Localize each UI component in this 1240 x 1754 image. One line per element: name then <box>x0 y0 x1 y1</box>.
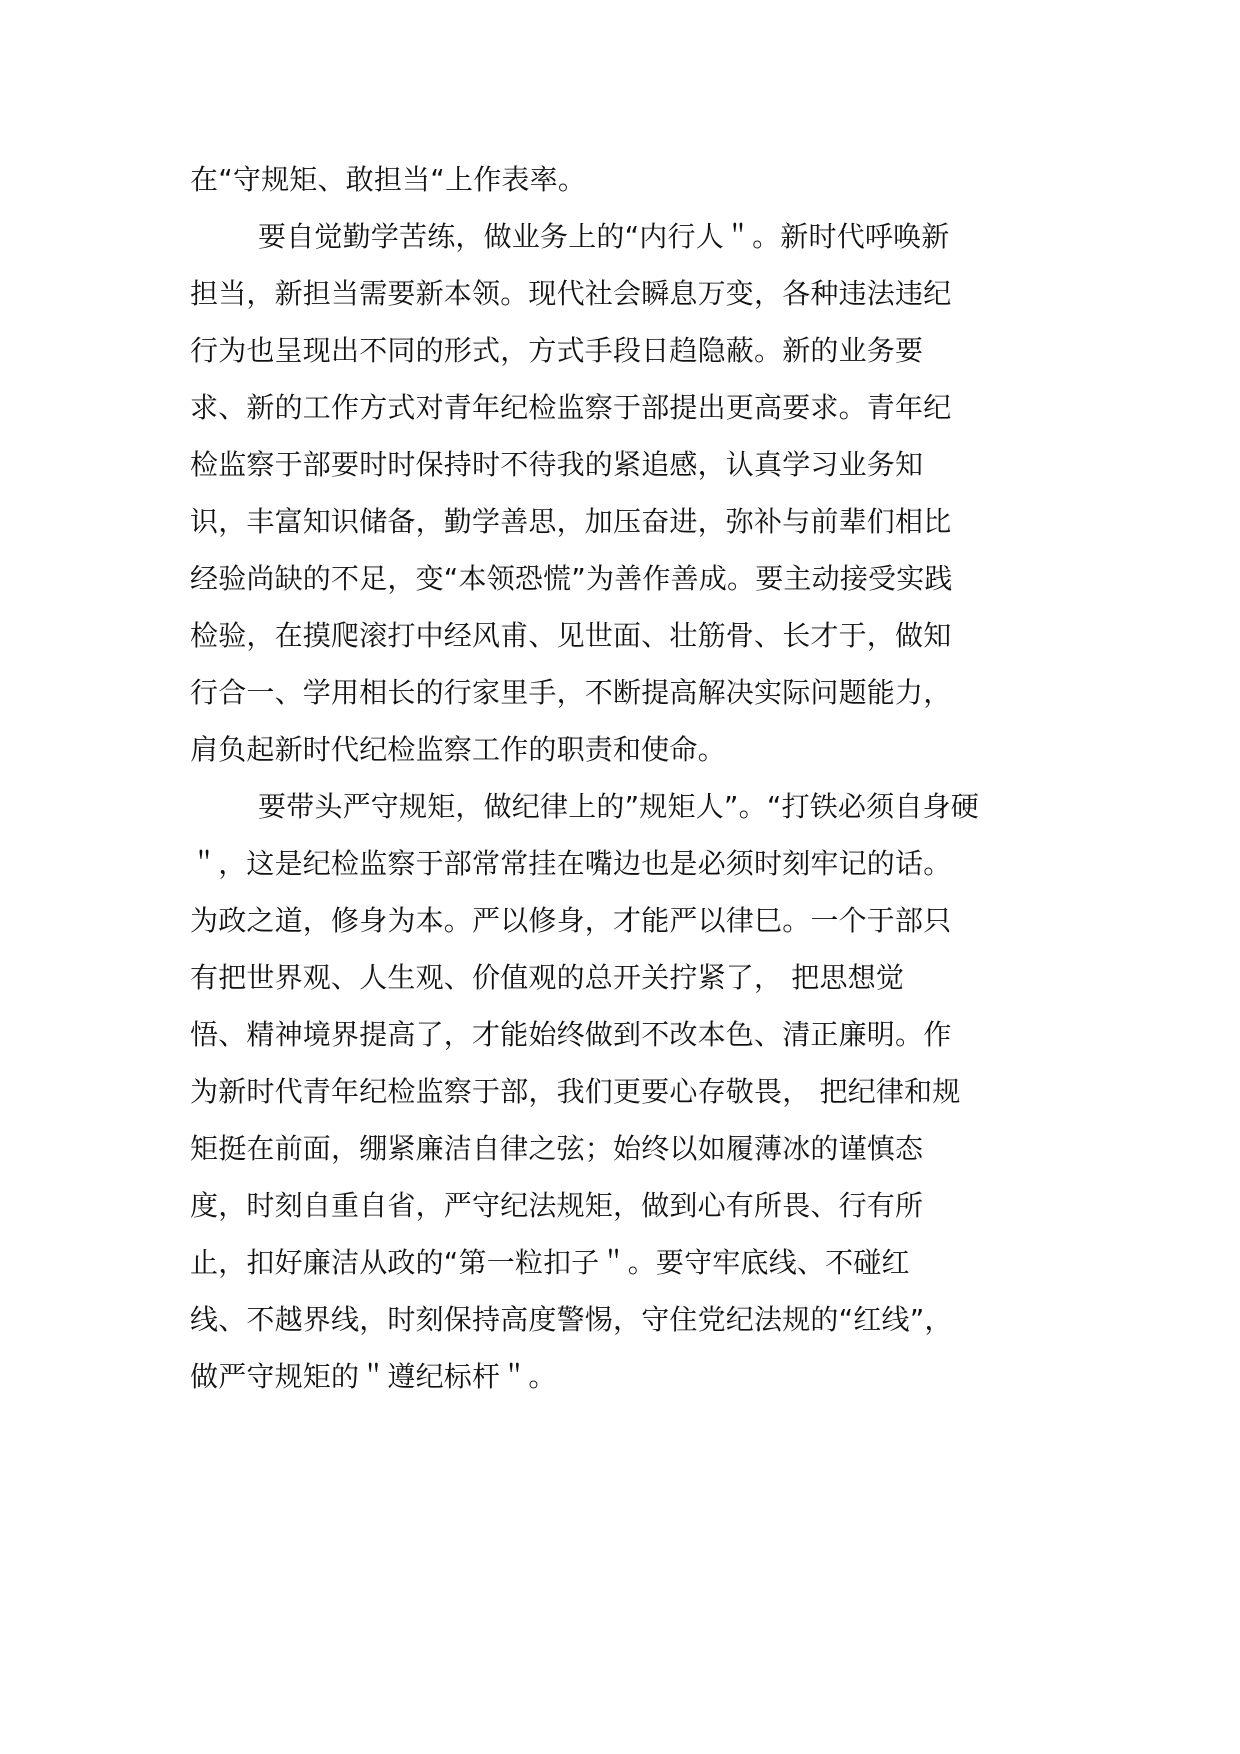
text-line: 识，丰富知识储备，勤学善思，加压奋进，弥补与前辈们相比 <box>190 505 952 538</box>
text-line: 经验尚缺的不足，变“本领恐慌”为善作善成。要主动接受实践 <box>190 562 953 595</box>
text-line: 行为也呈现出不同的形式，方式手段日趋隐蔽。新的业务要 <box>190 334 924 367</box>
paragraph-start-line: 要带头严守规矩，做纪律上的”规矩人”。“打铁必须自身硬 <box>258 790 979 823</box>
text-line: 检监察于部要时时保持时不待我的紧追感，认真学习业务知 <box>190 448 924 481</box>
text-line: 检验，在摸爬滚打中经风甫、见世面、壮筋骨、长才于，做知 <box>190 619 952 652</box>
text-line: 为政之道，修身为本。严以修身，才能严以律巳。一个于部只 <box>190 904 952 937</box>
text-line: 求、新的工作方式对青年纪检监察于部提出更高要求。青年纪 <box>190 391 952 424</box>
text-line: 为新时代青年纪检监察于部，我们更要心存敬畏， 把纪律和规 <box>190 1075 961 1108</box>
text-line: 线、不越界线，时刻保持高度警惕，守住党纪法规的“红线”， <box>190 1303 953 1336</box>
document-body <box>190 151 1070 1405</box>
text-line: ＂，这是纪检监察于部常常挂在嘴边也是必须时刻牢记的话。 <box>190 847 952 880</box>
text-line: 在“守规矩、敢担当“上作表率。 <box>190 163 587 196</box>
text-line: 悟、精神境界提高了，才能始终做到不改本色、清正廉明。作 <box>190 1018 952 1051</box>
paragraph-start-line: 要自觉勤学苦练，做业务上的“内行人＂。新时代呼唤新 <box>258 220 950 253</box>
text-line: 行合一、学用相长的行家里手，不断提高解决实际问题能力， <box>190 676 952 709</box>
text-line: 做严守规矩的＂遵纪标杆＂。 <box>190 1360 557 1393</box>
text-line: 止，扣好廉洁从政的“第一粒扣子＂。要守牢底线、不碰红 <box>190 1246 910 1279</box>
text-line: 矩挺在前面，绷紧廉洁自律之弦；始终以如履薄冰的谨慎态 <box>190 1132 924 1165</box>
text-line: 有把世界观、人生观、价值观的总开关拧紧了， 把思想觉 <box>190 961 905 994</box>
text-line: 肩负起新时代纪检监察工作的职责和使命。 <box>190 733 726 766</box>
text-line: 担当，新担当需要新本领。现代社会瞬息万变，各种违法违纪 <box>190 277 952 310</box>
text-line: 度，时刻自重自省，严守纪法规矩，做到心有所畏、行有所 <box>190 1189 924 1222</box>
